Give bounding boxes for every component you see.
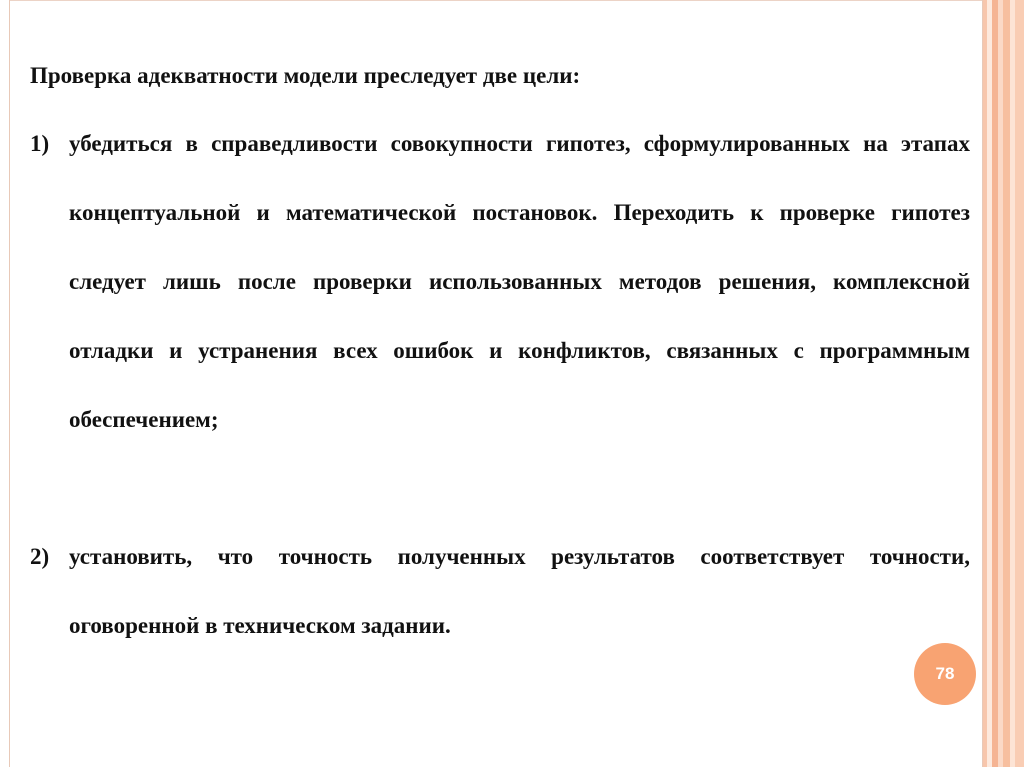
stripe xyxy=(1003,0,1010,767)
stripe xyxy=(1015,0,1024,767)
page-number-badge xyxy=(914,643,976,705)
list-item-number: 2) xyxy=(30,544,50,569)
decorative-stripes xyxy=(983,0,1024,767)
page-number: 78 xyxy=(935,664,955,683)
slide-heading: Проверка адекватности модели преследует две цели: xyxy=(30,63,581,88)
list-item-text: установить, что точность полученных результатов соответствует точности, оговоренной в техническом задании. xyxy=(69,544,970,638)
list-item-number: 1) xyxy=(30,131,50,156)
list-item-text: убедиться в справедливости совокупности гипотез, сформулированных на этапах концептуальной и математической постановок. Переходить к проверке гипотез следует лишь после проверки использованных методов решения, комплексной отладки и устранения всех ошибок и конфликтов, связанных с программным обеспечением; xyxy=(69,131,970,432)
